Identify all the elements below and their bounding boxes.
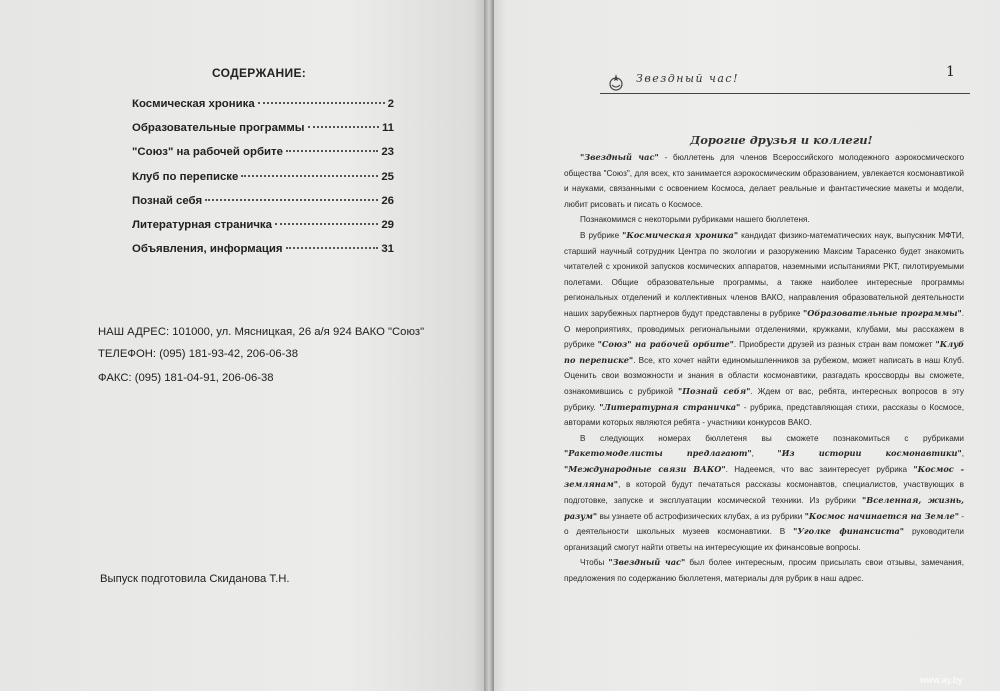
toc-item	[132, 146, 394, 170]
paragraph: Познакомимся с некоторыми рубриками нашего бюллетеня.	[580, 215, 810, 225]
page-number: 1	[946, 64, 955, 80]
toc-item-page: 2	[387, 98, 394, 110]
toc-item	[132, 122, 394, 146]
toc-item-page: 29	[381, 218, 394, 231]
article-body	[564, 150, 964, 587]
toc-item	[132, 195, 394, 219]
header-divider	[600, 93, 970, 94]
paragraph-text: . Приобрести друзей из разных стран вам поможет	[733, 340, 936, 350]
toc-item-label: Литературная страничка	[132, 218, 272, 231]
rocket-logo-icon	[606, 72, 626, 92]
toc-item-label: "Союз" на рабочей орбите	[132, 146, 283, 159]
rubric-name: "Ракетомоделисты предлагают"	[564, 448, 752, 459]
rubric-name: "Союз" на рабочей орбите"	[597, 339, 734, 350]
greeting-heading: Дорогие друзья и коллеги!	[690, 133, 873, 147]
paragraph	[564, 150, 964, 212]
toc-leader-dots	[258, 102, 385, 104]
rubric-name: "Клуб по переписке"	[564, 339, 964, 365]
fax-numbers: ФАКС: (095) 181-04-91, 206-06-38	[98, 372, 274, 384]
rubric-name: "Космос начинается на Земле"	[804, 510, 959, 521]
toc-leader-dots	[286, 150, 378, 152]
rubric-name: "Космос - землянам"	[564, 463, 965, 490]
paragraph-text: ,	[751, 449, 778, 459]
site-watermark: www.ay.by	[920, 675, 963, 685]
phone-numbers: ТЕЛЕФОН: (095) 181-93-42, 206-06-38	[98, 348, 298, 360]
rubric-name: "Звездный час"	[608, 557, 686, 568]
paragraph	[564, 555, 964, 586]
paragraph-text: В рубрике	[580, 230, 623, 240]
toc-leader-dots	[205, 199, 378, 201]
rubric-name: "Космическая хроника"	[622, 229, 739, 240]
toc-item-page: 25	[381, 170, 394, 183]
paragraph-text: . О мероприятиях, проводимых региональными отделениями, кружками, клубами, мы расскажем в рубрике	[564, 308, 964, 350]
postal-address: НАШ АДРЕС: 101000, ул. Мясницкая, 26 а/я 924 ВАКО "Союз"	[98, 326, 425, 338]
toc-item-label: Космическая хроника	[132, 98, 255, 110]
toc-item-page: 31	[381, 243, 394, 256]
paragraph-text: был более интересным, просим присылать свои отзывы, замечания, предложения по содержанию бюллетеня, материалы для рубрик в наш адрес.	[564, 558, 965, 584]
toc-item-label: Объявления, информация	[132, 243, 283, 256]
paragraph-text: руководители организаций смогут найти ответы на интересующие их финансовые вопросы.	[564, 527, 964, 552]
toc-item-label: Образовательные программы	[132, 122, 305, 135]
toc-leader-dots	[275, 223, 378, 225]
toc-leader-dots	[308, 126, 379, 128]
paragraph-text: кандидат физико-математических наук, выпускник МФТИ, старший научный сотрудник Центра по экологии и разоружению Максим Тарасенко будет знакомить читателей с хроникой запусков космических аппаратов, наземными испытаниями РКТ, пилотируемыми полетами. Общие образовательные программы, а также наиболее интересные программы региональных отделений и коллективных членов ВАКО, направления образовательной деятельности наших зарубежных партнеров будут представлены в рубрике	[564, 230, 964, 318]
toc-item-page: 23	[381, 146, 394, 159]
paragraph-text: Чтобы	[580, 558, 609, 568]
rubric-name: "Международные связи ВАКО"	[564, 463, 726, 474]
toc-leader-dots	[286, 247, 379, 249]
bulletin-title: Звездный час!	[636, 72, 740, 85]
rubric-name: "Вселенная, жизнь, разум"	[564, 495, 964, 521]
toc-leader-dots	[241, 175, 378, 177]
paragraph-text: - рубрика, представляющая стихи, рассказы о Космосе, авторами которых являются ребята - участники конкурсов ВАКО.	[564, 402, 965, 428]
table-of-contents	[132, 98, 394, 267]
prepared-by: Выпуск подготовила Скиданова Т.Н.	[100, 573, 290, 585]
paragraph-text: . Надеемся, что вас заинтересует рубрика	[725, 464, 914, 474]
paragraph-text: . Все, кто хочет найти единомышленников за рубежом, может написать в наш Клуб. Оценить свои возможности и знания в области космонавтики, разгадать кроссворды вы сможете, ознакомившись с рубрикой	[564, 355, 964, 396]
rubric-name: "Познай себя"	[678, 385, 751, 396]
book-gutter	[484, 0, 494, 691]
rubric-name: "Литературная страничка"	[599, 401, 741, 412]
paragraph-text: вы узнаете об астрофизических клубах, а из рубрики	[597, 511, 805, 521]
toc-item-page: 11	[381, 122, 394, 135]
toc-item	[132, 98, 394, 122]
rubric-name: "Образовательные программы"	[803, 307, 962, 318]
paragraph	[564, 431, 964, 556]
rubric-name: "Из истории космонавтики"	[777, 448, 962, 459]
rubric-name: "Звездный час"	[580, 152, 659, 162]
paragraph	[564, 228, 964, 431]
toc-item	[132, 219, 394, 243]
paragraph-text: . Ждем от вас, ребята, интересных вопросов в эту рубрику.	[564, 386, 964, 412]
paragraph-text: ,	[961, 449, 964, 459]
paragraph-text: В следующих номерах бюллетеня вы сможете познакомиться с рубриками	[580, 433, 964, 443]
left-page	[0, 0, 492, 691]
rubric-name: "Уголке финансиста"	[793, 526, 905, 537]
toc-item-label: Познай себя	[132, 194, 203, 207]
paragraph-text: , в которой будут печататься рассказы космонавтов, специалистов, участвующих в подготовке, запуске и эксплуатации космической техники. Из рубрики	[564, 480, 964, 506]
toc-item	[132, 243, 394, 267]
toc-item	[132, 171, 394, 195]
toc-item-label: Клуб по переписке	[132, 170, 239, 183]
toc-item-page: 26	[381, 194, 394, 207]
paragraph-text: - о деятельности школьных музеев космонавтики. В	[564, 511, 965, 537]
toc-title: СОДЕРЖАНИЕ:	[212, 66, 307, 80]
paragraph-text: - бюллетень для членов Всероссийского молодежного аэрокосмического общества "Союз", для всех, кто занимается аэрокосмическим образованием, увлекается космонавтикой и науками, связанными с освоением Космоса, делает реальные и фантастические макеты и модели, любит рисовать и писать о Космосе.	[564, 153, 965, 209]
